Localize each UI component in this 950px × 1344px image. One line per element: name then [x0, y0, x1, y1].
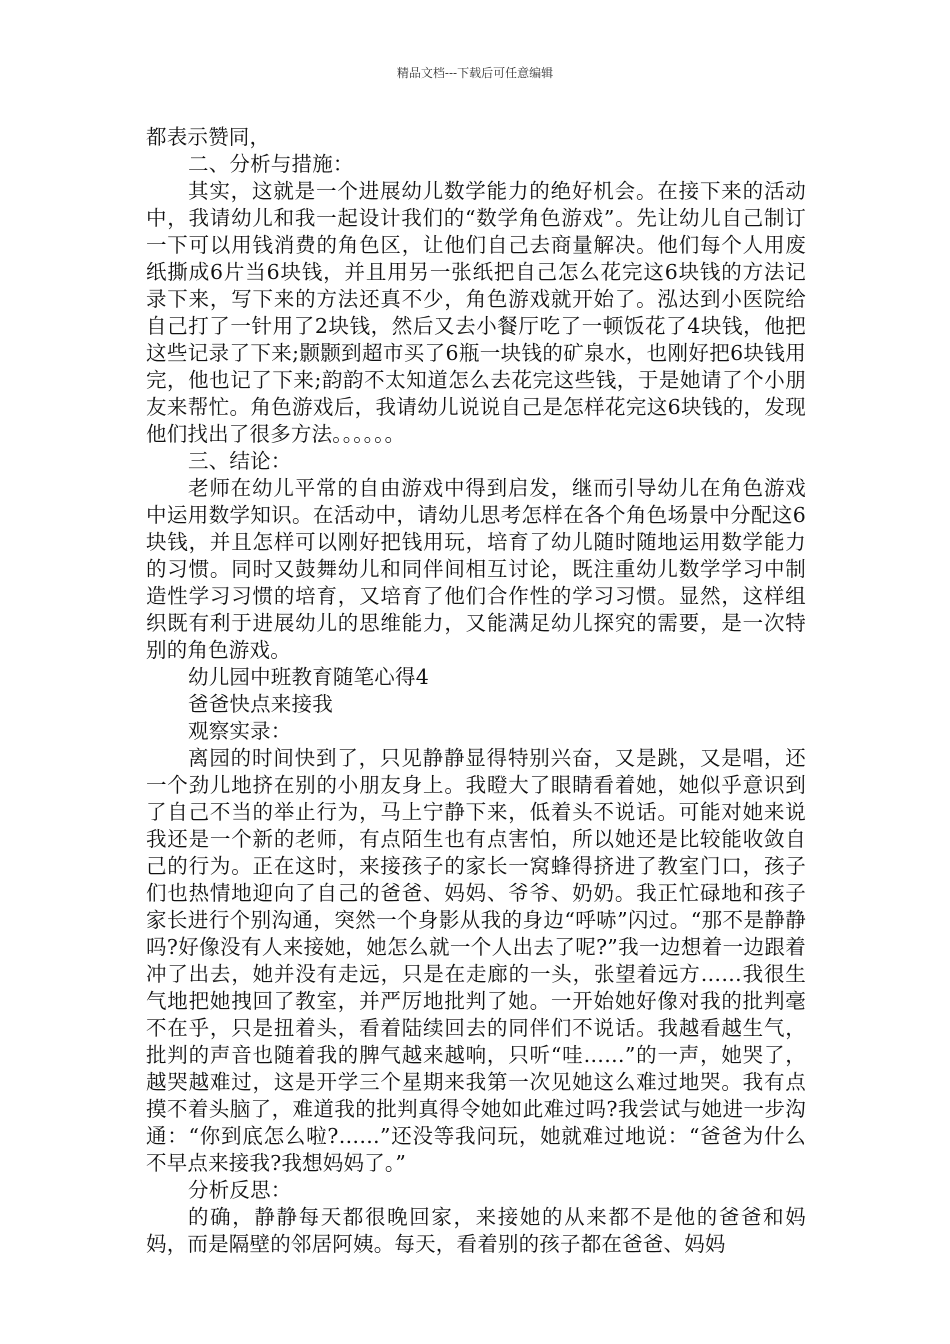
section-heading: 二、分析与措施： [188, 152, 354, 176]
article-subtitle: 爸爸快点来接我 [188, 692, 333, 716]
paragraph: 其实，这就是一个进展幼儿数学能力的绝好机会。在接下来的活动中，我请幼儿和我一起设计我们的“数学角色游戏”。先让幼儿自己制订一下可以用钱消费的角色区，让他们自己去商量解决。他们每个人用废纸撕成6片当6块钱，并且用另一张纸把自己怎么花完这6块钱的方法记录下来，写下来的方法还真不少，角色游戏就开始了。泓达到小医院给自己打了一针用了2块钱，然后又去小餐厅吃了一顿饭花了4块钱，他把这些记录了下来;颢颢到超市买了6瓶一块钱的矿泉水，也刚好把6块钱用完，他也记了下来;韵韵不太知道怎么去花完这些钱，于是她请了个小朋友来帮忙。角色游戏后，我请幼儿说说自己是怎样花完这6块钱的，发现他们找出了很多方法。。。。。。 [146, 179, 806, 446]
section-heading: 观察实录： [188, 719, 292, 743]
document-body [146, 124, 806, 1258]
paragraph: 离园的时间快到了，只见静静显得特别兴奋，又是跳，又是唱，还一个劲儿地挤在别的小朋友身上。我瞪大了眼睛看着她，她似乎意识到了自己不当的举止行为，马上宁静下来，低着头不说话。可能对她来说我还是一个新的老师，有点陌生也有点害怕，所以她还是比较能收敛自己的行为。正在这时，来接孩子的家长一窝蜂得挤进了教室门口，孩子们也热情地迎向了自己的爸爸、妈妈、爷爷、奶奶。我正忙碌地和孩子家长进行个别沟通，突然一个身影从我的身边“呼哧”闪过。“那不是静静吗?好像没有人来接她，她怎么就一个人出去了呢?”我一边想着一边跟着冲了出去，她并没有走远，只是在走廊的一头，张望着远方……我很生气地把她拽回了教室，并严厉地批判了她。一开始她好像对我的批判毫不在乎，只是扭着头，看着陆续回去的同伴们不说话。我越看越生气，批判的声音也随着我的脾气越来越响，只听“哇……”的一声，她哭了，越哭越难过，这是开学三个星期来我第一次见她这么难过地哭。我有点摸不着头脑了，难道我的批判真得令她如此难过吗?我尝试与她进一步沟通：“你到底怎么啦?……”还没等我问玩，她就难过地说：“爸爸为什么不早点来接我?我想妈妈了。” [146, 746, 806, 1175]
section-heading: 分析反思： [188, 1178, 292, 1202]
paragraph: 老师在幼儿平常的自由游戏中得到启发，继而引导幼儿在角色游戏中运用数学知识。在活动中，请幼儿思考怎样在各个角色场景中分配这6块钱，并且怎样可以刚好把钱用玩，培育了幼儿随时随地运用数学能力的习惯。同时又鼓舞幼儿和同伴间相互讨论，既注重幼儿数学学习中制造性学习习惯的培育，又培育了他们合作性的学习习惯。显然，这样组织既有利于进展幼儿的思维能力，又能满足幼儿探究的需要，是一次特别的角色游戏。 [146, 476, 806, 662]
paragraph: 的确，静静每天都很晚回家，来接她的从来都不是他的爸爸和妈妈，而是隔壁的邻居阿姨。每天，看着别的孩子都在爸爸、妈妈 [146, 1205, 806, 1256]
paragraph: 都表示赞同， [146, 125, 271, 149]
page-header: 精品文档---下载后可任意编辑 [396, 66, 554, 80]
section-heading: 三、结论： [188, 449, 292, 473]
article-title: 幼儿园中班教育随笔心得4 [188, 665, 429, 689]
